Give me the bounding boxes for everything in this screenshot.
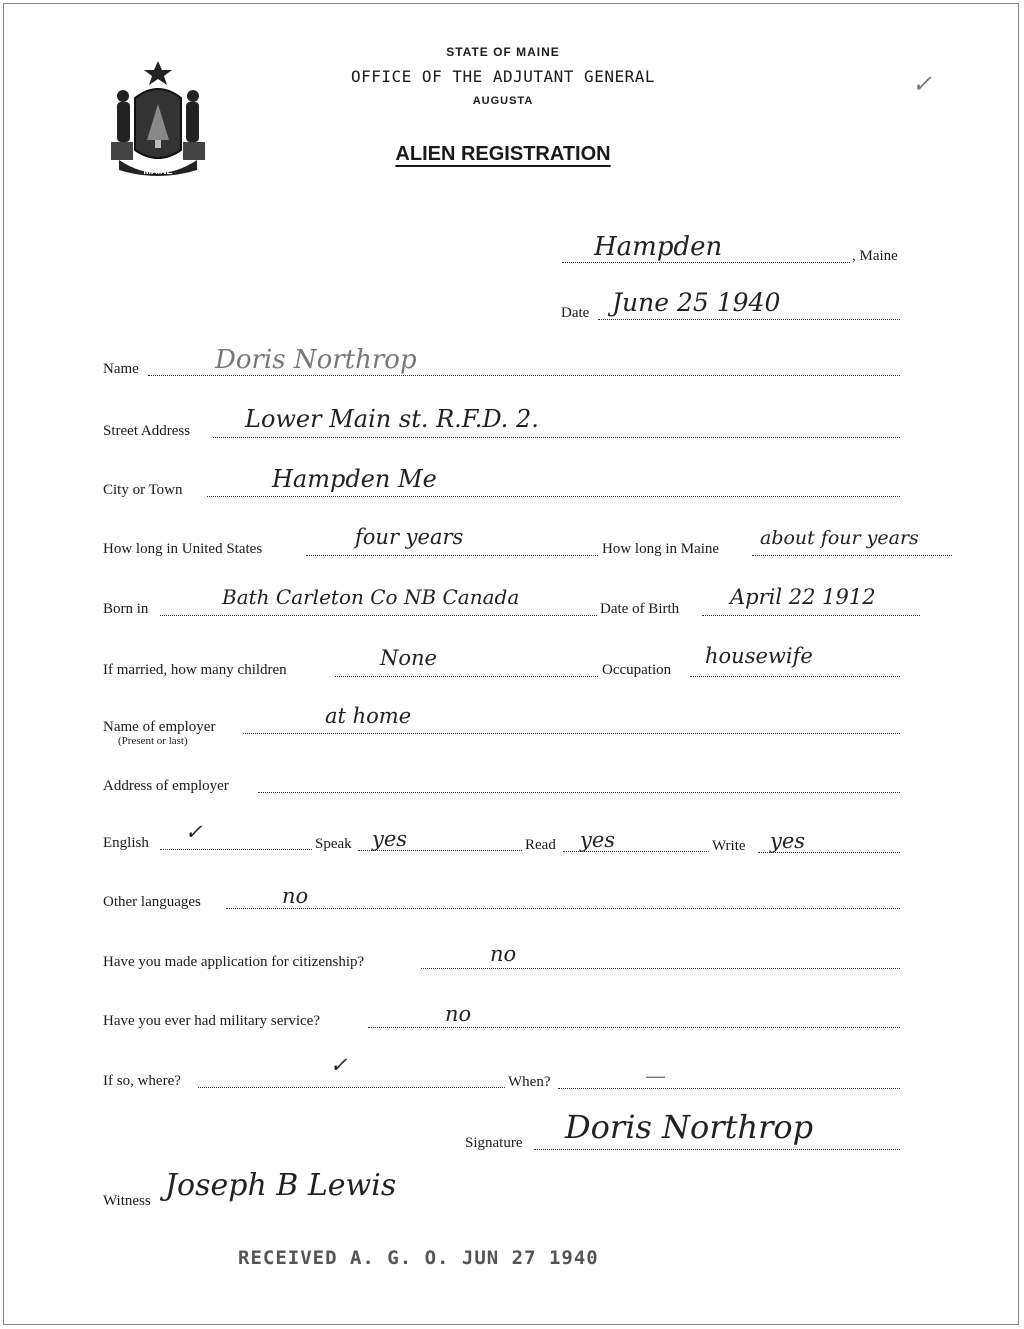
military-value: no [445,1002,472,1026]
born-value: Bath Carleton Co NB Canada [222,585,520,609]
speak-value: yes [372,827,408,851]
state-heading: STATE OF MAINE [446,45,560,59]
english-value: ✓ [185,820,203,844]
where-label: If so, where? [103,1073,181,1089]
maine-time-label: How long in Maine [602,541,720,557]
occupation-label: Occupation [602,662,672,678]
us-time-label: How long in United States [103,541,263,557]
children-label: If married, how many children [103,662,287,678]
name-value: Doris Northrop [215,345,417,375]
when-value: — [645,1064,666,1088]
state-seal-emblem [105,58,211,182]
signature-label: Signature [465,1135,523,1151]
street-label: Street Address [103,423,191,439]
other-languages-value: no [282,884,309,908]
write-value: yes [770,829,806,853]
signature-value: Doris Northrop [565,1108,814,1146]
employer-value: at home [325,704,412,728]
dob-value: April 22 1912 [730,585,876,609]
speak-label: Speak [315,836,352,852]
born-label: Born in [103,601,149,617]
citizenship-value: no [490,942,517,966]
us-time-value: four years [355,525,464,549]
occupation-value: housewife [705,644,813,668]
english-label: English [103,835,149,851]
employer-sublabel: (Present or last) [118,735,188,747]
where-value: ✓ [330,1053,348,1077]
read-value: yes [580,828,616,852]
when-label: When? [508,1074,551,1090]
date-label: Date [561,305,590,321]
employer-label: Name of employer [103,719,216,735]
other-languages-label: Other languages [103,894,201,910]
military-label: Have you ever had military service? [103,1013,320,1029]
corner-check-mark: ✓ [912,70,933,98]
witness-signature: Joseph B Lewis [165,1168,397,1203]
dob-label: Date of Birth [600,601,680,617]
form-title: ALIEN REGISTRATION [395,143,611,165]
street-value: Lower Main st. R.F.D. 2. [245,405,539,433]
maine-time-value: about four years [760,527,919,549]
seal-lettering: MAINE [143,166,173,176]
city-label: City or Town [103,482,183,498]
witness-label: Witness [103,1193,151,1209]
read-label: Read [525,837,556,853]
citizenship-label: Have you made application for citizenship? [103,954,365,970]
name-label: Name [103,361,139,377]
city-value: Hampden Me [272,465,437,493]
received-stamp: RECEIVED A. G. O. JUN 27 1940 [238,1247,599,1269]
write-label: Write [712,838,746,854]
children-value: None [380,646,437,670]
place-value: Hampden [594,232,723,262]
city-heading: AUGUSTA [472,95,534,107]
place-suffix: , Maine [852,248,898,264]
office-heading: OFFICE OF THE ADJUTANT GENERAL [351,67,655,86]
employer-address-label: Address of employer [103,778,229,794]
date-value: June 25 1940 [612,288,781,317]
